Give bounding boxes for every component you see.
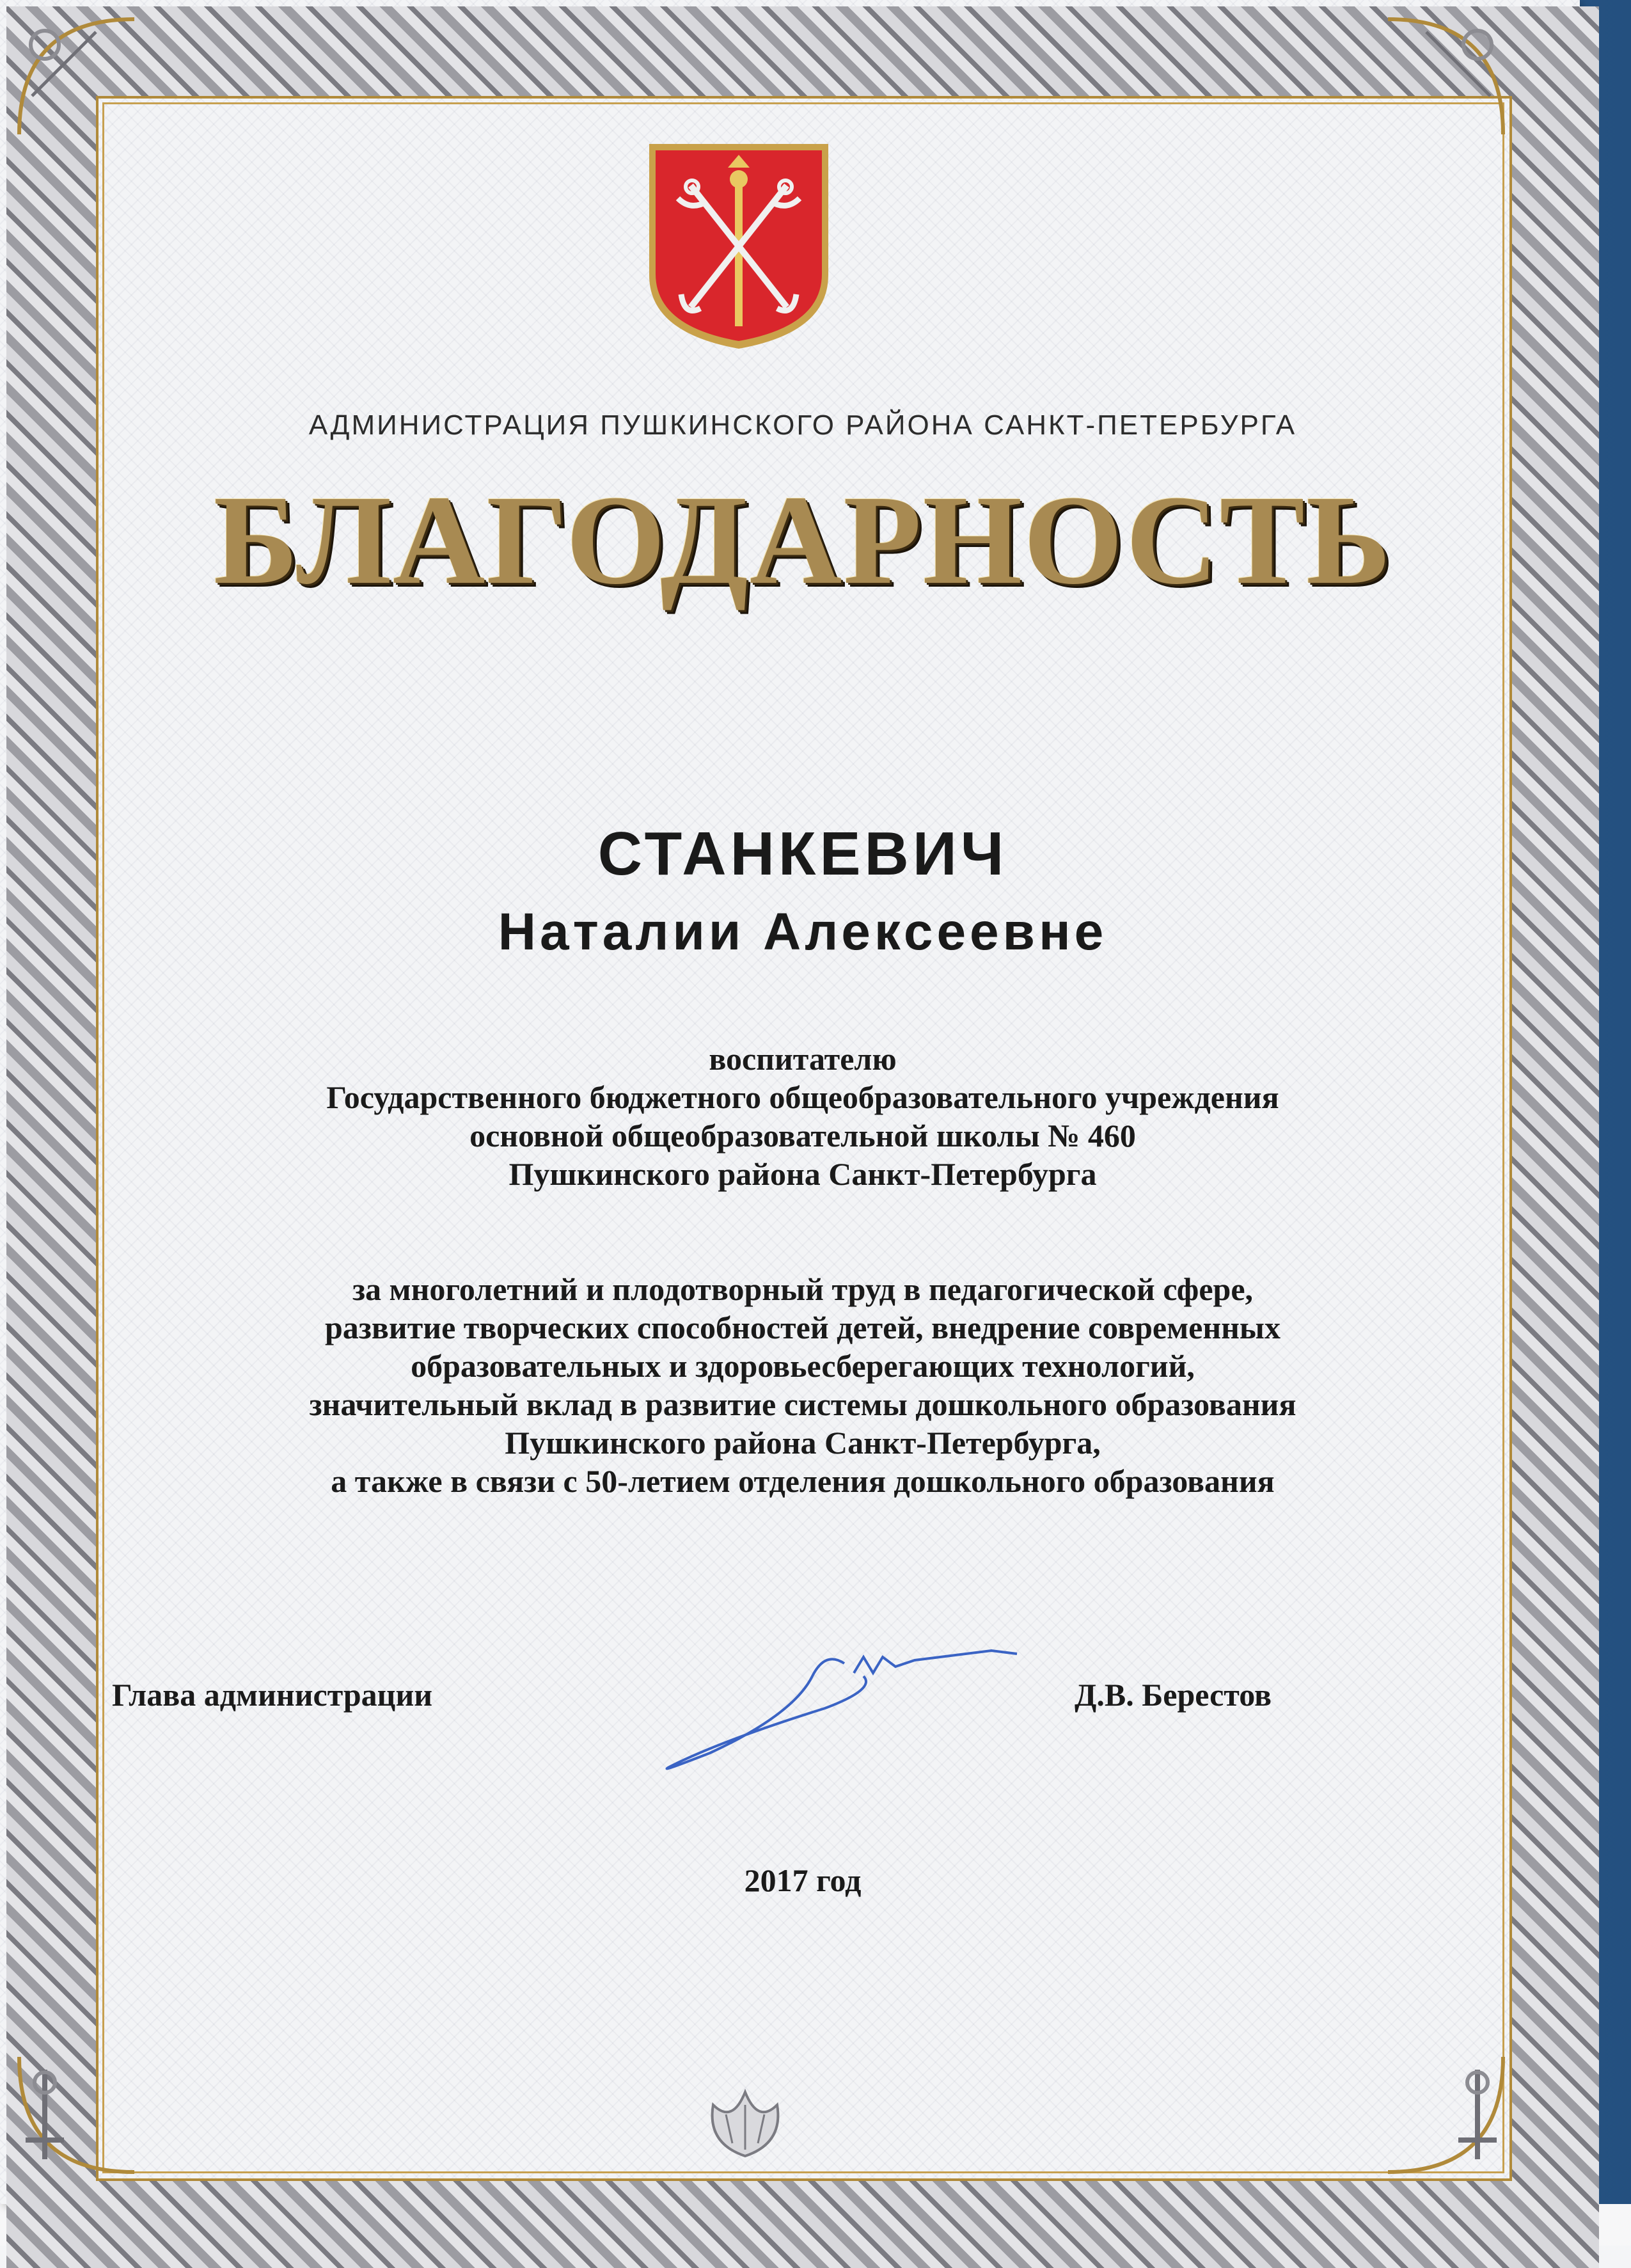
certificate-title: БЛАГОДАРНОСТЬ <box>213 470 1392 611</box>
position-line: Государственного бюджетного общеобразовательного учреждения <box>326 1079 1279 1115</box>
corner-ornament-icon <box>1375 2044 1516 2185</box>
recipient-given-names: Наталии Алексеевне <box>498 903 1108 961</box>
issue-year: 2017 год <box>744 1862 862 1898</box>
position-line: воспитателю <box>709 1041 897 1077</box>
reason-line: значительный вклад в развитие системы дошкольного образования <box>309 1386 1296 1422</box>
position-line: Пушкинского района Санкт-Петербурга <box>508 1156 1097 1192</box>
reason-line: Пушкинского района Санкт-Петербурга, <box>505 1425 1101 1461</box>
floral-ornament-icon <box>700 2086 790 2162</box>
signatory-name: Д.В. Берестов <box>1075 1677 1272 1713</box>
position-line: основной общеобразовательной школы № 460 <box>469 1118 1136 1154</box>
reason-line: образовательных и здоровьесберегающих технологий, <box>411 1348 1195 1384</box>
corner-ornament-icon <box>6 2044 147 2185</box>
reason-line: а также в связи с 50-летием отделения дошкольного образования <box>331 1463 1275 1499</box>
reason-line: развитие творческих способностей детей, внедрение современных <box>325 1310 1280 1345</box>
reason-line: за многолетний и плодотворный труд в педагогической сфере, <box>352 1271 1254 1307</box>
signatory-title: Глава администрации <box>112 1677 433 1713</box>
st-petersburg-coat-of-arms-icon <box>646 141 831 352</box>
corner-ornament-icon <box>6 6 147 147</box>
issuer-line: АДМИНИСТРАЦИЯ ПУШКИНСКОГО РАЙОНА САНКТ-ПЕТЕРБУРГА <box>308 409 1297 441</box>
handwritten-signature <box>633 1638 1030 1791</box>
corner-ornament-icon <box>1375 6 1516 147</box>
recipient-position <box>102 1040 1503 1193</box>
award-reason <box>102 1270 1503 1500</box>
recipient-surname: СТАНКЕВИЧ <box>597 820 1008 888</box>
